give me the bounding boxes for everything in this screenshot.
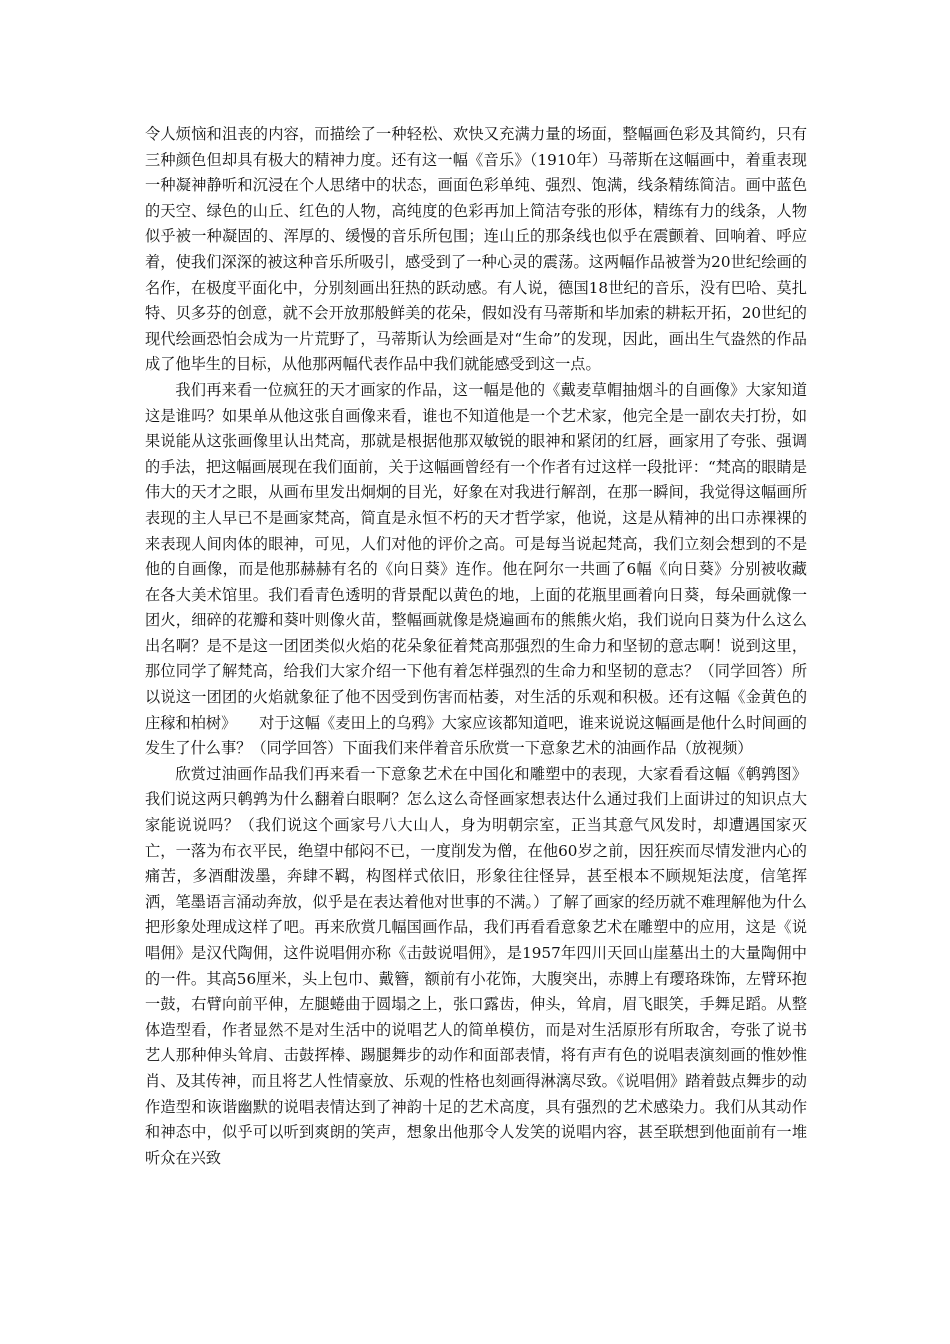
paragraph-matisse-music: 令人烦恼和沮丧的内容，而描绘了一种轻松、欢快又充满力量的场面，整幅画色彩及其简约，只有三种颜色但却具有极大的精神力度。还有这一幅《音乐》（1910年）马蒂斯在这幅画中，着重表现一种凝神静听和沉浸在个人思绪中的状态，画面色彩单纯、强烈、饱满，线条精练简洁。画中蓝色的天空、绿色的山丘、红色的人物，高纯度的色彩再加上简洁夸张的形体，精练有力的线条，人物似乎被一种凝固的、浑厚的、缓慢的音乐所包围；连山丘的那条线也似乎在震颤着、回响着、呼应着，使我们深深的被这种音乐所吸引，感受到了一种心灵的震荡。这两幅作品被誉为20世纪绘画的名作，在极度平面化中，分别刻画出狂热的跃动感。有人说，德国18世纪的音乐，没有巴哈、莫扎特、贝多芬的创意，就不会开放那般鲜美的花朵，假如没有马蒂斯和毕加索的耕耘开拓，20世纪的现代绘画恐怕会成为一片荒野了，马蒂斯认为绘画是对“生命”的发现，因此，画出生气盎然的作品成了他毕生的目标，从他那两幅代表作品中我们就能感受到这一点。 — [145, 125, 807, 374]
document-page — [145, 122, 807, 1171]
paragraph-chinese-painting-sculpture: 欣赏过油画作品我们再来看一下意象艺术在中国化和雕塑中的表现，大家看看这幅《鹌鹑图》我们说这两只鹌鹑为什么翻着白眼啊？怎么这么奇怪画家想表达什么通过我们上面讲过的知识点大家能说说吗？（我们说这个画家号八大山人，身为明朝宗室，正当其意气风发时，却遭遇国家灭亡，一落为布衣平民，绝望中郁闷不已，一度削发为僧，在他60岁之前，因狂疾而尽情发泄内心的痛苦，多酒酣泼墨，奔肆不羁，构图样式依旧，形象往往怪异，甚至根本不顾规矩法度，信笔挥洒，笔墨语言涌动奔放，似乎是在表达着他对世事的不满。）了解了画家的经历就不难理解他为什么把形象处理成这样了吧。再来欣赏几幅国画作品，我们再看看意象艺术在雕塑中的应用，这是《说唱佣》是汉代陶佣，这件说唱佣亦称《击鼓说唱佣》，是1957年四川天回山崖墓出土的大量陶佣中的一件。其高56厘米，头上包巾、戴簪，额前有小花饰，大腹突出，赤膊上有璎珞珠饰，左臂环抱一鼓，右臂向前平伸，左腿蜷曲于圆塌之上，张口露齿，伸头，耸肩，眉飞眼笑，手舞足蹈。从整体造型看，作者显然不是对生活中的说唱艺人的简单模仿，而是对生活原形有所取舍，夸张了说书艺人那种伸头耸肩、击鼓挥棒、踢腿舞步的动作和面部表情，将有声有色的说唱表演刻画的惟妙惟肖、及其传神，而且将艺人性情豪放、乐观的性格也刻画得淋漓尽致。《说唱佣》踏着鼓点舞步的动作造型和诙谐幽默的说唱表情达到了神韵十足的艺术高度，具有强烈的艺术感染力。我们从其动作和神态中，似乎可以听到爽朗的笑声，想象出他那令人发笑的说唱内容，甚至联想到他面前有一堆听众在兴致 — [145, 764, 807, 1167]
paragraph-van-gogh: 我们再来看一位疯狂的天才画家的作品，这一幅是他的《戴麦草帽抽烟斗的自画像》大家知道这是谁吗？如果单从他这张自画像来看，谁也不知道他是一个艺术家，他完全是一副农夫打扮，如果说能从这张画像里认出梵高，那就是根据他那双敏锐的眼神和紧闭的红唇，画家用了夸张、强调的手法，把这幅画展现在我们面前，关于这幅画曾经有一个作者有过这样一段批评：“梵高的眼睛是伟大的天才之眼，从画布里发出炯炯的目光，好象在对我进行解剖，在那一瞬间，我觉得这幅画所表现的主人早已不是画家梵高，简直是永恒不朽的天才哲学家，他说，这是从精神的出口赤裸裸的来表现人间肉体的眼神，可见，人们对他的评价之高。可是每当说起梵高，我们立刻会想到的不是他的自画像，而是他那赫赫有名的《向日葵》连作。他在阿尔一共画了6幅《向日葵》分别被收藏在各大美术馆里。我们看青色透明的背景配以黄色的地，上面的花瓶里画着向日葵，每朵画就像一团火，细碎的花瓣和葵叶则像火苗，整幅画就像是烧遍画布的熊熊火焰，我们说向日葵为什么这么出名啊？是不是这一团团类似火焰的花朵象征着梵高那强烈的生命力和坚韧的意志啊！说到这里，那位同学了解梵高，给我们大家介绍一下他有着怎样强烈的生命力和坚韧的意志？（同学回答）所以说这一团团的火焰就象征了他不因受到伤害而枯萎，对生活的乐观和积极。还有这幅《金黄色的庄稼和柏树》 对于这幅《麦田上的乌鸦》大家应该都知道吧，谁来说说这幅画是他什么时间画的发生了什么事？（同学回答）下面我们来伴着音乐欣赏一下意象艺术的油画作品（放视频） — [145, 380, 807, 758]
